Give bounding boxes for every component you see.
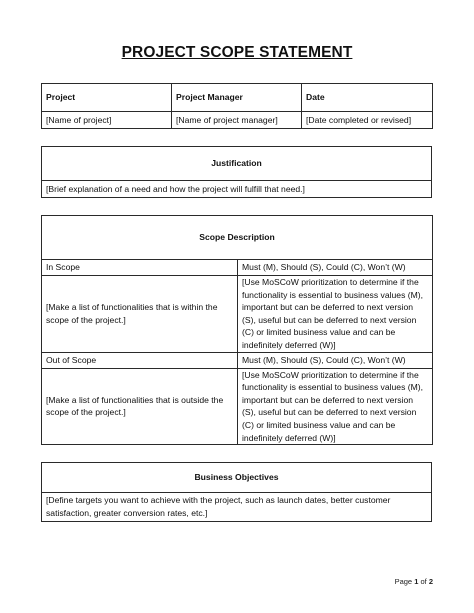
in-scope-moscow[interactable]: [Use MoSCoW prioritization to determine if the functionality is essential to business values (M), important but can be deferred to next version (S), useful but can be deferred to next version (C) or limited business value and can be indefinitely deferred (W)]	[238, 276, 433, 353]
project-header: Project	[42, 84, 172, 112]
total-page-number: 2	[428, 577, 433, 586]
justification-text[interactable]: [Brief explanation of a need and how the project will fulfill that need.]	[42, 181, 432, 198]
out-of-scope-priority: Must (M), Should (S), Could (C), Won’t (W)	[238, 352, 433, 368]
date-header: Date	[302, 84, 433, 112]
in-scope-label: In Scope	[42, 260, 238, 276]
page-word: Page	[394, 577, 413, 586]
out-of-scope-description[interactable]: [Make a list of functionalities that is outside the scope of the project.]	[42, 368, 238, 445]
project-manager-cell[interactable]: [Name of project manager]	[172, 112, 302, 129]
document-title: PROJECT SCOPE STATEMENT	[121, 44, 353, 61]
project-name-cell[interactable]: [Name of project]	[42, 112, 172, 129]
business-objectives-text[interactable]: [Define targets you want to achieve with the project, such as launch dates, better customer satisfaction, greater conversion rates, etc.]	[42, 493, 432, 522]
justification-table	[41, 146, 432, 198]
project-info-table	[41, 83, 433, 129]
business-objectives-heading: Business Objectives	[42, 463, 432, 493]
in-scope-priority: Must (M), Should (S), Could (C), Won’t (W)	[238, 260, 433, 276]
current-page-number: 1	[414, 577, 419, 586]
out-of-scope-moscow[interactable]: [Use MoSCoW prioritization to determine if the functionality is essential to business values (M), important but can be deferred to next version (S), useful but can be deferred to next version (C) or limited business value and can be indefinitely deferred (W)]	[238, 368, 433, 445]
project-manager-header: Project Manager	[172, 84, 302, 112]
scope-description-heading: Scope Description	[42, 216, 433, 260]
page-footer	[395, 577, 433, 586]
in-scope-description[interactable]: [Make a list of functionalities that is within the scope of the project.]	[42, 276, 238, 353]
of-word: of	[420, 577, 427, 586]
out-of-scope-label: Out of Scope	[42, 352, 238, 368]
business-objectives-table	[41, 462, 432, 522]
scope-description-table	[41, 215, 433, 445]
date-cell[interactable]: [Date completed or revised]	[302, 112, 433, 129]
justification-heading: Justification	[42, 147, 432, 181]
